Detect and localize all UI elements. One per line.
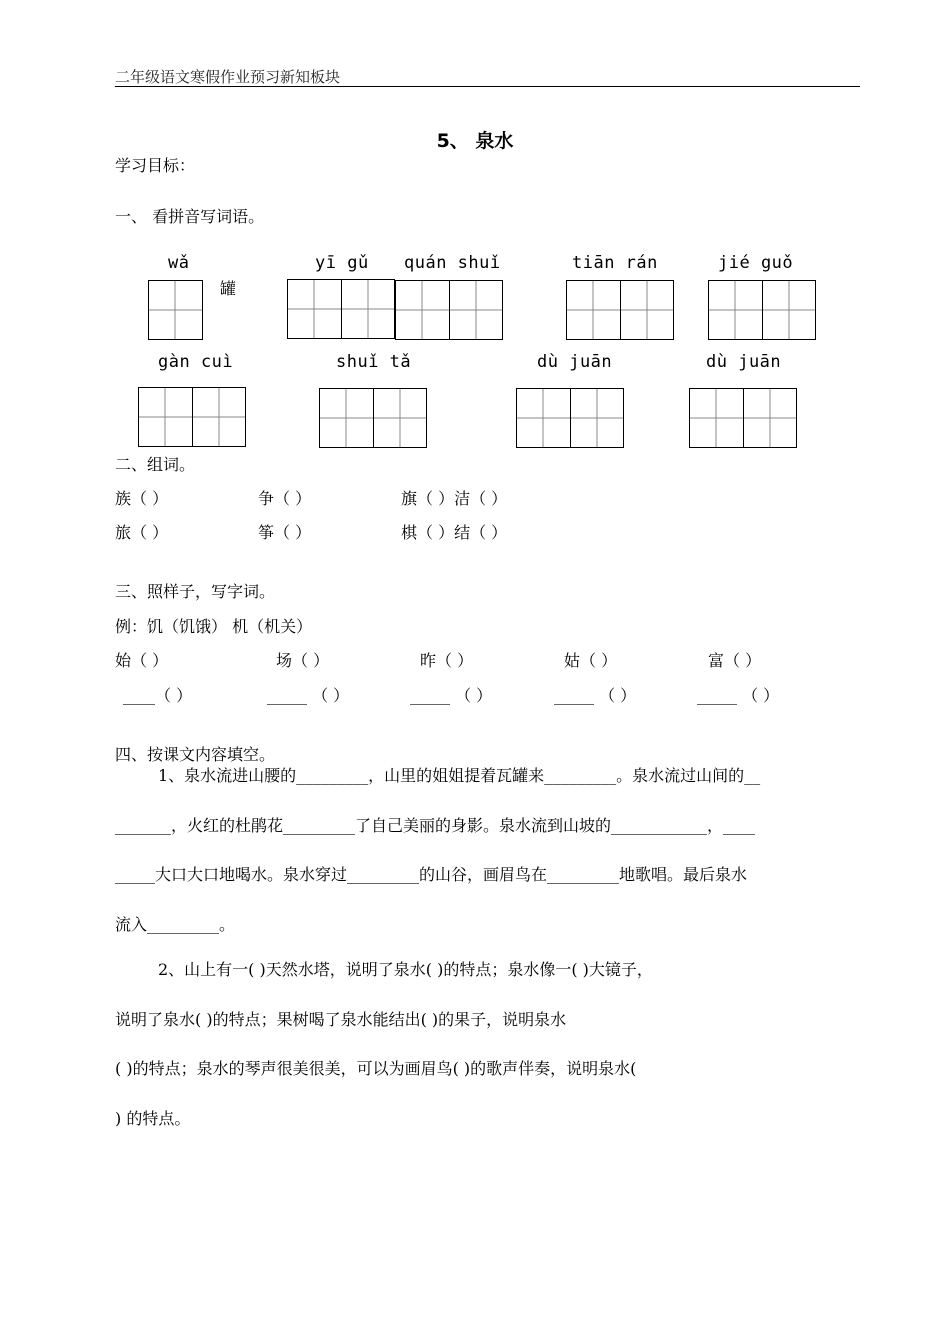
section4-heading: 四、按课文内容填空。 <box>115 745 276 764</box>
writing-grid-yigu[interactable] <box>287 279 395 339</box>
paragraph1-line: _____大口大口地喝水。泉水穿过_________的山谷，画眉鸟在_________地歌唱。最后泉水 <box>115 865 748 884</box>
goal-label: 学习目标： <box>115 156 196 175</box>
page-title: 5、 泉水 <box>436 130 514 152</box>
word-item: 旅（ ） <box>115 523 169 542</box>
hint-char-guan: 罐 <box>220 279 237 298</box>
char-item: 昨（ ） <box>420 651 474 670</box>
blank-item[interactable]: _____ （ ） <box>554 686 637 705</box>
paragraph2-line: ( )的特点；泉水的琴声很美很美，可以为画眉鸟( )的歌声伴奏，说明泉水( <box>115 1059 637 1078</box>
writing-grid-wa[interactable] <box>148 280 203 340</box>
writing-grid-gancui[interactable] <box>138 387 246 447</box>
section2-heading: 二、组词。 <box>115 455 196 474</box>
header-rule <box>115 86 860 87</box>
section3-heading: 三、照样子，写字词。 <box>115 582 276 601</box>
blank-item[interactable]: _____ （ ） <box>267 686 350 705</box>
paragraph2-line: 说明了泉水( )的特点；果树喝了泉水能结出( )的果子，说明泉水 <box>115 1010 567 1029</box>
paragraph2-line: 2、山上有一( )天然水塔，说明了泉水( )的特点；泉水像一( )大镜子， <box>158 960 653 979</box>
pinyin-wa: wǎ <box>168 253 190 273</box>
blank-item[interactable]: ____（ ） <box>123 686 193 705</box>
pinyin-dujuan-2: dù juān <box>706 352 782 372</box>
section1-heading: 一、 看拼音写词语。 <box>115 207 265 226</box>
char-item: 富（ ） <box>708 651 762 670</box>
pinyin-gancui: gàn cuì <box>158 352 234 372</box>
pinyin-dujuan-1: dù juān <box>537 352 613 372</box>
example-line: 例：饥（饥饿） 机（机关） <box>115 617 313 636</box>
word-item: 族（ ） <box>115 489 169 508</box>
char-item: 始（ ） <box>115 651 169 670</box>
pinyin-jieguo: jié guǒ <box>718 253 794 273</box>
writing-grid-dujuan-1[interactable] <box>516 388 624 448</box>
paragraph1-line: 流入_________。 <box>115 915 236 934</box>
writing-grid-jieguo[interactable] <box>708 280 816 340</box>
writing-grid-dujuan-2[interactable] <box>689 388 797 448</box>
word-item: 争（ ） <box>258 489 312 508</box>
writing-grid-shuita[interactable] <box>319 388 427 448</box>
word-item: 筝（ ） <box>258 523 312 542</box>
page-header: 二年级语文寒假作业预习新知板块 <box>115 68 341 86</box>
writing-grid-tianran[interactable] <box>566 280 674 340</box>
paragraph2-line: ) 的特点。 <box>115 1109 191 1128</box>
pinyin-quanshui: quán shuǐ <box>404 253 501 273</box>
pinyin-tianran: tiān rán <box>572 253 658 273</box>
paragraph1-line: _______，火红的杜鹃花_________了自己美丽的身影。泉水流到山坡的____________，____ <box>115 816 756 835</box>
paragraph1-line: 1、泉水流进山腰的_________，山里的姐姐提着瓦罐来_________。泉水流过山间的__ <box>158 766 761 785</box>
word-item: 旗（ ）洁（ ） <box>401 489 508 508</box>
blank-item[interactable]: _____ （ ） <box>410 686 493 705</box>
writing-grid-quanshui[interactable] <box>395 280 503 340</box>
word-item: 棋（ ）结（ ） <box>401 523 508 542</box>
pinyin-shuita: shuǐ tǎ <box>336 352 412 372</box>
char-item: 姑（ ） <box>564 651 618 670</box>
pinyin-yigu: yī gǔ <box>315 253 369 273</box>
char-item: 场（ ） <box>276 651 330 670</box>
blank-item[interactable]: _____ （ ） <box>697 686 780 705</box>
